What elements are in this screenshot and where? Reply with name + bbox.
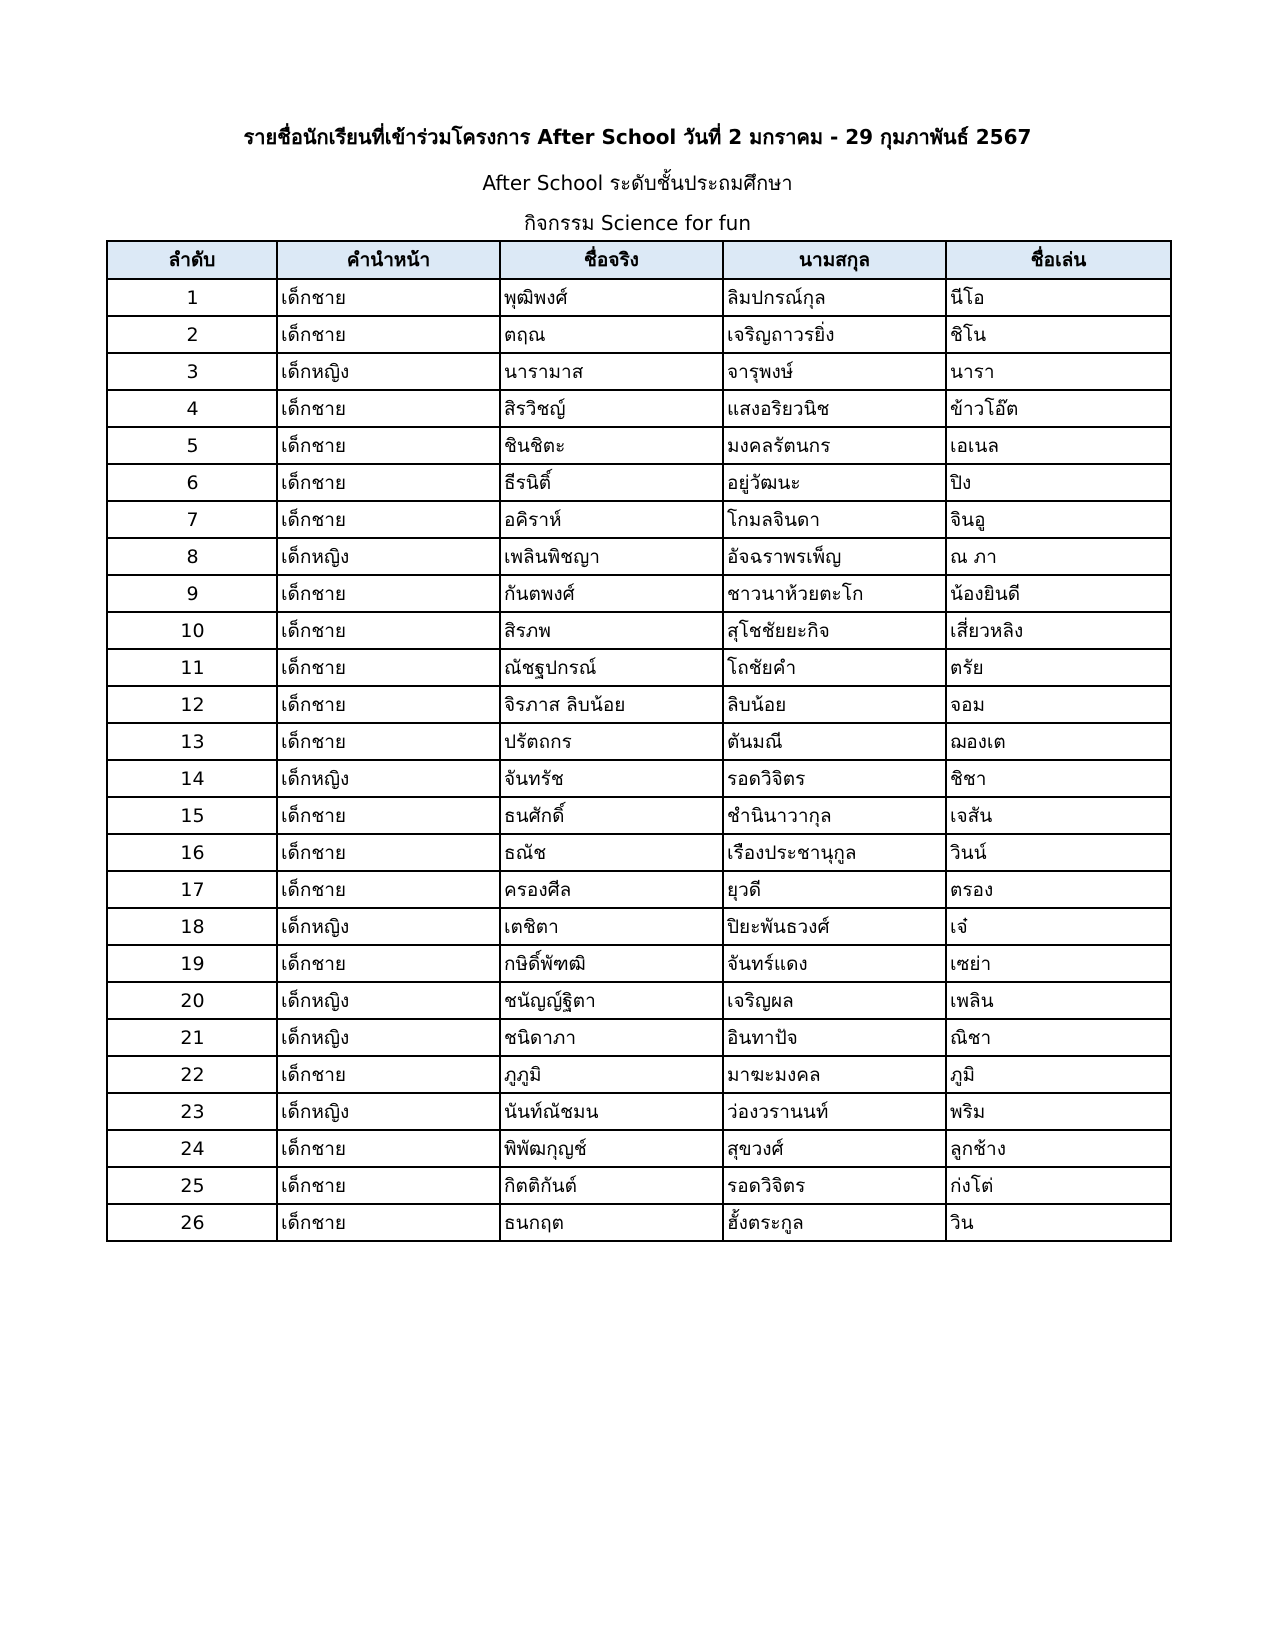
cell-last-name: เจริญผล xyxy=(723,982,946,1019)
cell-number: 7 xyxy=(107,501,277,538)
cell-first-name: เพลินพิชญา xyxy=(500,538,723,575)
cell-first-name: ปรัตถกร xyxy=(500,723,723,760)
cell-first-name: นันท์ณัชมน xyxy=(500,1093,723,1130)
table-row xyxy=(107,834,1171,871)
cell-prefix: เด็กชาย xyxy=(277,649,500,686)
table-row xyxy=(107,1093,1171,1130)
cell-prefix: เด็กชาย xyxy=(277,279,500,316)
cell-last-name: ชาวนาห้วยตะโก xyxy=(723,575,946,612)
column-header-nickname: ชื่อเล่น xyxy=(946,241,1171,279)
cell-prefix: เด็กหญิง xyxy=(277,908,500,945)
table-row xyxy=(107,723,1171,760)
cell-prefix: เด็กชาย xyxy=(277,1167,500,1204)
cell-number: 26 xyxy=(107,1204,277,1241)
cell-first-name: ชนัญญ์ฐิตา xyxy=(500,982,723,1019)
cell-prefix: เด็กชาย xyxy=(277,686,500,723)
cell-nickname: พริม xyxy=(946,1093,1171,1130)
cell-last-name: อัจฉราพรเพ็ญ xyxy=(723,538,946,575)
cell-nickname: ภูมิ xyxy=(946,1056,1171,1093)
cell-first-name: พุฒิพงศ์ xyxy=(500,279,723,316)
cell-number: 8 xyxy=(107,538,277,575)
cell-nickname: วินน์ xyxy=(946,834,1171,871)
cell-prefix: เด็กชาย xyxy=(277,1130,500,1167)
cell-first-name: ชินชิตะ xyxy=(500,427,723,464)
cell-number: 1 xyxy=(107,279,277,316)
table-row xyxy=(107,1130,1171,1167)
cell-number: 17 xyxy=(107,871,277,908)
cell-nickname: ณิชา xyxy=(946,1019,1171,1056)
cell-prefix: เด็กหญิง xyxy=(277,760,500,797)
cell-first-name: สิรวิชญ์ xyxy=(500,390,723,427)
table-row xyxy=(107,501,1171,538)
cell-prefix: เด็กชาย xyxy=(277,1056,500,1093)
column-header-prefix: คำนำหน้า xyxy=(277,241,500,279)
cell-number: 20 xyxy=(107,982,277,1019)
cell-number: 16 xyxy=(107,834,277,871)
cell-last-name: ปิยะพันธวงศ์ xyxy=(723,908,946,945)
cell-nickname: ลูกช้าง xyxy=(946,1130,1171,1167)
cell-nickname: เอเนล xyxy=(946,427,1171,464)
cell-nickname: เจ๋ xyxy=(946,908,1171,945)
cell-last-name: สุโชชัยยะกิจ xyxy=(723,612,946,649)
cell-nickname: เสี่ยวหลิง xyxy=(946,612,1171,649)
cell-last-name: มงคลรัตนกร xyxy=(723,427,946,464)
cell-nickname: จอม xyxy=(946,686,1171,723)
cell-last-name: ฮั้งตระกูล xyxy=(723,1204,946,1241)
cell-nickname: ชิโน xyxy=(946,316,1171,353)
table-row xyxy=(107,908,1171,945)
cell-last-name: จันทร์แดง xyxy=(723,945,946,982)
cell-number: 9 xyxy=(107,575,277,612)
cell-nickname: นารา xyxy=(946,353,1171,390)
column-header-last-name: นามสกุล xyxy=(723,241,946,279)
table-row xyxy=(107,390,1171,427)
cell-nickname: ตรัย xyxy=(946,649,1171,686)
cell-last-name: ลิบน้อย xyxy=(723,686,946,723)
cell-last-name: ว่องวรานนท์ xyxy=(723,1093,946,1130)
cell-nickname: น้องยินดี xyxy=(946,575,1171,612)
cell-last-name: ยุวดี xyxy=(723,871,946,908)
cell-first-name: ชนิดาภา xyxy=(500,1019,723,1056)
cell-prefix: เด็กชาย xyxy=(277,464,500,501)
cell-first-name: ตฤณ xyxy=(500,316,723,353)
table-row xyxy=(107,427,1171,464)
table-row xyxy=(107,945,1171,982)
cell-nickname: ตรอง xyxy=(946,871,1171,908)
cell-prefix: เด็กชาย xyxy=(277,390,500,427)
cell-last-name: อยู่วัฒนะ xyxy=(723,464,946,501)
cell-first-name: เตชิตา xyxy=(500,908,723,945)
cell-number: 13 xyxy=(107,723,277,760)
cell-prefix: เด็กชาย xyxy=(277,1204,500,1241)
table-row xyxy=(107,1167,1171,1204)
cell-first-name: กิตติกันต์ xyxy=(500,1167,723,1204)
table-row xyxy=(107,871,1171,908)
cell-nickname: ปิง xyxy=(946,464,1171,501)
table-row xyxy=(107,464,1171,501)
table-header-row xyxy=(107,241,1171,279)
cell-last-name: สุขวงศ์ xyxy=(723,1130,946,1167)
cell-nickname: จินอู xyxy=(946,501,1171,538)
cell-prefix: เด็กหญิง xyxy=(277,1093,500,1130)
cell-number: 6 xyxy=(107,464,277,501)
cell-number: 2 xyxy=(107,316,277,353)
cell-number: 18 xyxy=(107,908,277,945)
cell-first-name: ธณัช xyxy=(500,834,723,871)
cell-nickname: เพลิน xyxy=(946,982,1171,1019)
cell-number: 25 xyxy=(107,1167,277,1204)
document-title: รายชื่อนักเรียนที่เข้าร่วมโครงการ After School วันที่ 2 มกราคม - 29 กุมภาพันธ์ 2567 xyxy=(243,125,1032,149)
cell-last-name: รอดวิจิตร xyxy=(723,760,946,797)
cell-first-name: กษิดิ์พัฑฒิ xyxy=(500,945,723,982)
cell-prefix: เด็กหญิง xyxy=(277,353,500,390)
table-row xyxy=(107,1204,1171,1241)
cell-last-name: โถชัยคำ xyxy=(723,649,946,686)
table-row xyxy=(107,686,1171,723)
cell-number: 21 xyxy=(107,1019,277,1056)
table-row xyxy=(107,279,1171,316)
cell-first-name: ธนกฤต xyxy=(500,1204,723,1241)
cell-prefix: เด็กหญิง xyxy=(277,538,500,575)
cell-nickname: เจสัน xyxy=(946,797,1171,834)
cell-nickname: ฌองเต xyxy=(946,723,1171,760)
table-row xyxy=(107,353,1171,390)
cell-last-name: ตันมณี xyxy=(723,723,946,760)
cell-last-name: มาฆะมงคล xyxy=(723,1056,946,1093)
cell-last-name: ลิมปกรณ์กุล xyxy=(723,279,946,316)
cell-number: 19 xyxy=(107,945,277,982)
cell-first-name: กันตพงศ์ xyxy=(500,575,723,612)
cell-number: 5 xyxy=(107,427,277,464)
cell-nickname: เซย่า xyxy=(946,945,1171,982)
cell-last-name: จารุพงษ์ xyxy=(723,353,946,390)
cell-last-name: ชำนินาวากุล xyxy=(723,797,946,834)
table-row xyxy=(107,612,1171,649)
cell-first-name: ครองศีล xyxy=(500,871,723,908)
cell-last-name: รอดวิจิตร xyxy=(723,1167,946,1204)
cell-number: 14 xyxy=(107,760,277,797)
table-row xyxy=(107,760,1171,797)
cell-prefix: เด็กชาย xyxy=(277,501,500,538)
cell-last-name: อินทาปัจ xyxy=(723,1019,946,1056)
column-header-first-name: ชื่อจริง xyxy=(500,241,723,279)
cell-last-name: เรืองประชานุกูล xyxy=(723,834,946,871)
cell-last-name: โกมลจินดา xyxy=(723,501,946,538)
cell-first-name: จันทรัช xyxy=(500,760,723,797)
cell-first-name: ธีรนิติ์ xyxy=(500,464,723,501)
cell-number: 11 xyxy=(107,649,277,686)
cell-nickname: วิน xyxy=(946,1204,1171,1241)
cell-first-name: จิรภาส ลิบน้อย xyxy=(500,686,723,723)
table-row xyxy=(107,575,1171,612)
table-row xyxy=(107,538,1171,575)
cell-prefix: เด็กชาย xyxy=(277,834,500,871)
cell-first-name: อคิราห์ xyxy=(500,501,723,538)
student-roster-table xyxy=(106,240,1172,1242)
cell-first-name: สิรภพ xyxy=(500,612,723,649)
cell-first-name: ธนศักดิ์ xyxy=(500,797,723,834)
cell-first-name: พิพัฒกุญช์ xyxy=(500,1130,723,1167)
table-row xyxy=(107,982,1171,1019)
cell-prefix: เด็กชาย xyxy=(277,612,500,649)
cell-number: 22 xyxy=(107,1056,277,1093)
cell-nickname: ข้าวโอ๊ต xyxy=(946,390,1171,427)
table-row xyxy=(107,1019,1171,1056)
table-row xyxy=(107,316,1171,353)
cell-number: 24 xyxy=(107,1130,277,1167)
cell-nickname: ชิชา xyxy=(946,760,1171,797)
cell-number: 10 xyxy=(107,612,277,649)
cell-prefix: เด็กหญิง xyxy=(277,982,500,1019)
cell-first-name: ภูภูมิ xyxy=(500,1056,723,1093)
cell-prefix: เด็กชาย xyxy=(277,427,500,464)
cell-prefix: เด็กชาย xyxy=(277,945,500,982)
table-row xyxy=(107,797,1171,834)
cell-number: 23 xyxy=(107,1093,277,1130)
cell-prefix: เด็กชาย xyxy=(277,797,500,834)
cell-last-name: เจริญถาวรยิ่ง xyxy=(723,316,946,353)
cell-nickname: นีโอ xyxy=(946,279,1171,316)
cell-number: 15 xyxy=(107,797,277,834)
column-header-number: ลำดับ xyxy=(107,241,277,279)
cell-first-name: ณัชฐปกรณ์ xyxy=(500,649,723,686)
document-subtitle: After School ระดับชั้นประถมศึกษา xyxy=(482,171,793,195)
cell-last-name: แสงอริยวนิช xyxy=(723,390,946,427)
cell-prefix: เด็กชาย xyxy=(277,575,500,612)
cell-number: 12 xyxy=(107,686,277,723)
cell-prefix: เด็กชาย xyxy=(277,723,500,760)
cell-prefix: เด็กหญิง xyxy=(277,1019,500,1056)
cell-first-name: นารามาส xyxy=(500,353,723,390)
table-row xyxy=(107,649,1171,686)
cell-number: 3 xyxy=(107,353,277,390)
cell-nickname: ก่งโต่ xyxy=(946,1167,1171,1204)
cell-nickname: ณ ภา xyxy=(946,538,1171,575)
activity-title: กิจกรรม Science for fun xyxy=(523,211,752,235)
cell-prefix: เด็กชาย xyxy=(277,316,500,353)
table-body xyxy=(107,279,1171,1241)
table-row xyxy=(107,1056,1171,1093)
cell-number: 4 xyxy=(107,390,277,427)
cell-prefix: เด็กชาย xyxy=(277,871,500,908)
